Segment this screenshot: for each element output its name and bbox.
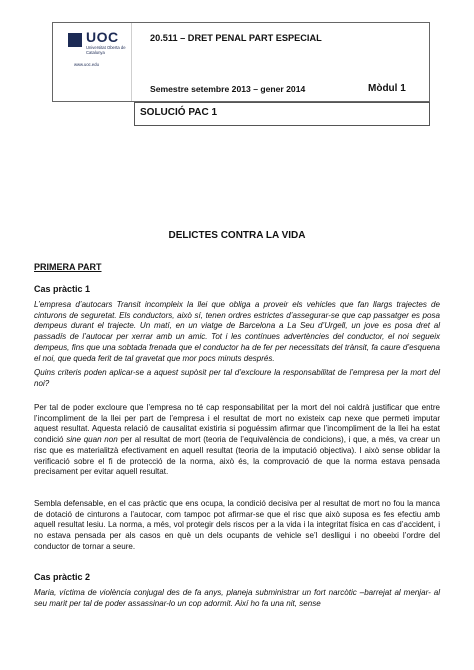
logo-text: UOC — [86, 29, 119, 45]
case1-title: Cas pràctic 1 — [34, 284, 91, 294]
main-title: DELICTES CONTRA LA VIDA — [168, 230, 306, 241]
logo-square-icon — [68, 33, 82, 47]
part-title: PRIMERA PART — [34, 262, 102, 272]
logo-subtitle: Universitat Oberta de Catalunya — [86, 45, 126, 55]
answer-text-a: Per tal de poder excloure que l’empresa no té cap responsabilitat per la mort del noi caldrà justificar que entre l’incompliment de la llei per part de l’empresa i el resultat de mort no existeix cap nexe que permeti imputar aquest resultat. Aquesta relació de causalitat existiria si poguéssim afirmar que l’incompliment de la llei ha estat condició — [34, 403, 440, 445]
semester-label: Semestre setembre 2013 – gener 2014 — [150, 84, 306, 94]
case1-statement: L’empresa d’autocars Transit incompleix la llei que obliga a proveir els vehicles que fan llargs trajectes de cinturons de seguretat. Els conductors, això sí, tenen ordres estrictes d’assegurar-se que cap passatger es posa dempeus durant el trajecte. Un matí, en un viatge de Barcelona a La Seu d’Urgell, un jove es posa dret al passadís de l’autocar per xerrar amb un amic. Tot i les contínues advertències del conductor, el noi segueix dempeus, fins que una sobtada frenada que el conductor ha de fer per necessitats del trànsit, fa caure d’esquena el noi, que queda ferit de tal gravetat que mor pocs minuts després. — [34, 300, 440, 363]
course-title: 20.511 – DRET PENAL PART ESPECIAL — [150, 33, 322, 43]
case1-question: Quins criteris poden aplicar-se a aquest supòsit per tal d’excloure la responsabilitat de l’empresa per la mort del noi? — [34, 368, 440, 388]
answer-paragraph-1 — [34, 403, 440, 478]
module-label: Mòdul 1 — [368, 83, 406, 94]
solution-label: SOLUCIÓ PAC 1 — [140, 107, 218, 118]
logo-url: www.uoc.edu — [74, 62, 99, 67]
answer-text-b: per al resultat de mort (teoria de l’equivalència de condicions), i que, a més, va crear un risc que es materialitzà efectivament en aquell resultat (teoria de la imputació objectiva). I això sense oblidar la verificació sobre el fi de protecció de la norma, això és, la comprovació de que la norma estava pensada precisament per evitar aquell resultat. — [34, 435, 440, 477]
answer-paragraph-2: Sembla defensable, en el cas pràctic que ens ocupa, la condició decisiva per al resultat de mort no fou la manca de dotació de cinturons a l’autocar, com tampoc pot afirmar-se que el risc que això suposa es fes efectiu amb aquell resultat lesiu. La norma, a més, vol protegir dels riscos per a la vida i la integritat física en cas d’accident, i no estava pensada per als casos en què un dels ocupants de vehicle se’l deslligui i no obeeixi l’ordre del conductor de tornar a seure. — [34, 499, 440, 551]
case2-statement: Maria, víctima de violència conjugal des de fa anys, planeja subministrar un fort narcòtic –barrejat al menjar- al seu marit per tal de poder assassinar-lo un cop adormit. Així ho fa una nit, sense — [34, 588, 440, 608]
case2-title: Cas pràctic 2 — [34, 572, 91, 582]
answer-text-italic: sine quan non — [66, 435, 118, 445]
